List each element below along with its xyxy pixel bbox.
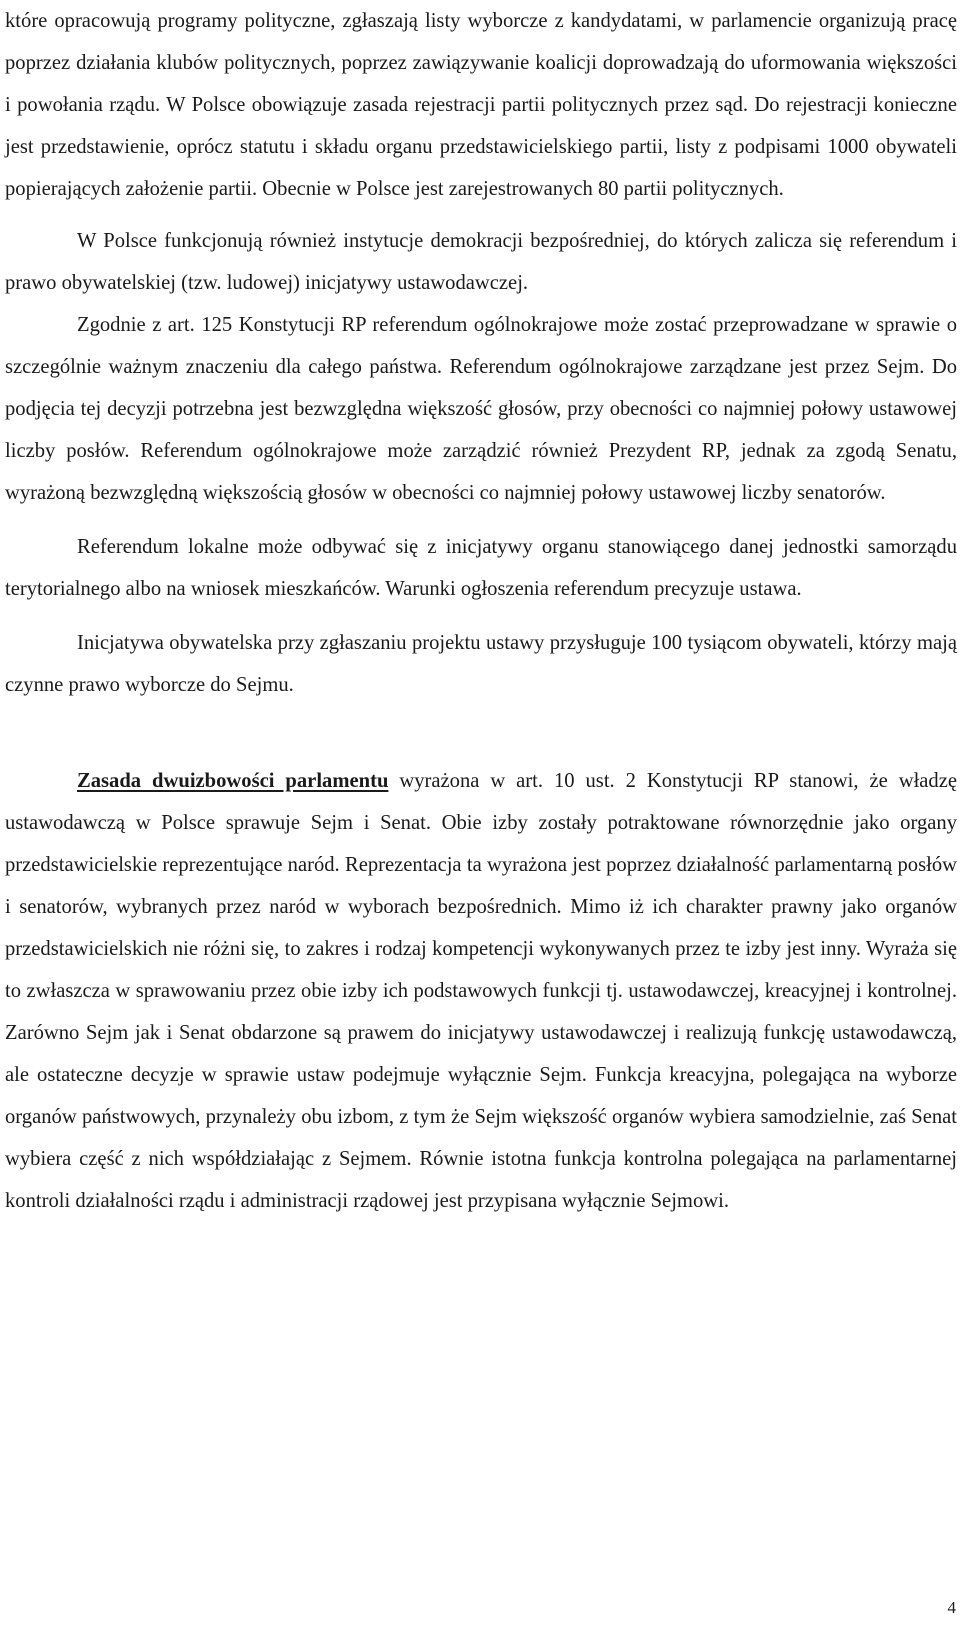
document-page — [5, 0, 957, 1222]
paragraph-national-referendum: Zgodnie z art. 125 Konstytucji RP referendum ogólnokrajowe może zostać przeprowadzane w sprawie o szczególnie ważnym znaczeniu dla całego państwa. Referendum ogólnokrajowe zarządzane jest przez Sejm. Do podjęcia tej decyzji potrzebna jest bezwzględna większość głosów, przy obecności co najmniej połowy ustawowej liczby posłów. Referendum ogólnokrajowe może zarządzić również Prezydent RP, jednak za zgodą Senatu, wyrażoną bezwzględną większością głosów w obecności co najmniej połowy ustawowej liczby senatorów. — [5, 314, 957, 504]
bicameralism-text: wyrażona w art. 10 ust. 2 Konstytucji RP stanowi, że władzę ustawodawczą w Polsce sprawuje Sejm i Senat. Obie izby zostały potraktowane równorzędnie jako organy przedstawicielskie reprezentujące naród. Reprezentacja ta wyrażona jest poprzez działalność parlamentarną posłów i senatorów, wybranych przez naród w wyborach bezpośrednich. Mimo iż ich charakter prawny jako organów przedstawicielskich nie różni się, to zakres i rodzaj kompetencji wykonywanych przez te izby jest inny. Wyraża się to zwłaszcza w sprawowaniu przez obie izby ich podstawowych funkcji tj. ustawodawczej, kreacyjnej i kontrolnej. Zarówno Sejm jak i Senat obdarzone są prawem do inicjatywy ustawodawczej i realizują funkcję ustawodawczą, ale ostateczne decyzje w sprawie ustaw podejmuje wyłącznie Sejm. Funkcja kreacyjna, polegająca na wyborze organów państwowych, przynależy obu izbom, z tym że Sejm większość organów wybiera samodzielnie, zaś Senat wybiera część z nich współdziałając z Sejmem. Równie istotna funkcja kontrolna polegająca na parlamentarnej kontroli działalności rządu i administracji rządowej jest przypisana wyłącznie Sejmowi. — [5, 770, 958, 1212]
bicameralism-heading: Zasada dwuizbowości parlamentu — [77, 770, 389, 792]
paragraph-citizen-initiative: Inicjatywa obywatelska przy zgłaszaniu projektu ustawy przysługuje 100 tysiącom obywateli, którzy mają czynne prawo wyborcze do Sejmu. — [5, 632, 957, 696]
paragraph-direct-democracy: W Polsce funkcjonują również instytucje demokracji bezpośredniej, do których zalicza się referendum i prawo obywatelskiej (tzw. ludowej) inicjatywy ustawodawczej. — [5, 230, 957, 294]
paragraph-local-referendum: Referendum lokalne może odbywać się z inicjatywy organu stanowiącego danej jednostki samorządu terytorialnego albo na wniosek mieszkańców. Warunki ogłoszenia referendum precyzuje ustawa. — [5, 536, 957, 600]
paragraph-bicameralism — [5, 760, 957, 1222]
paragraph-parties: które opracowują programy polityczne, zgłaszają listy wyborcze z kandydatami, w parlamencie organizują pracę poprzez działania klubów politycznych, poprzez zawiązywanie koalicji doprowadzają do uformowania większości i powołania rządu. W Polsce obowiązuje zasada rejestracji partii politycznych przez sąd. Do rejestracji konieczne jest przedstawienie, oprócz statutu i składu organu przedstawicielskiego partii, listy z podpisami 1000 obywateli popierających założenie partii. Obecnie w Polsce jest zarejestrowanych 80 partii politycznych. — [5, 10, 957, 200]
page-number: 4 — [947, 1598, 956, 1617]
